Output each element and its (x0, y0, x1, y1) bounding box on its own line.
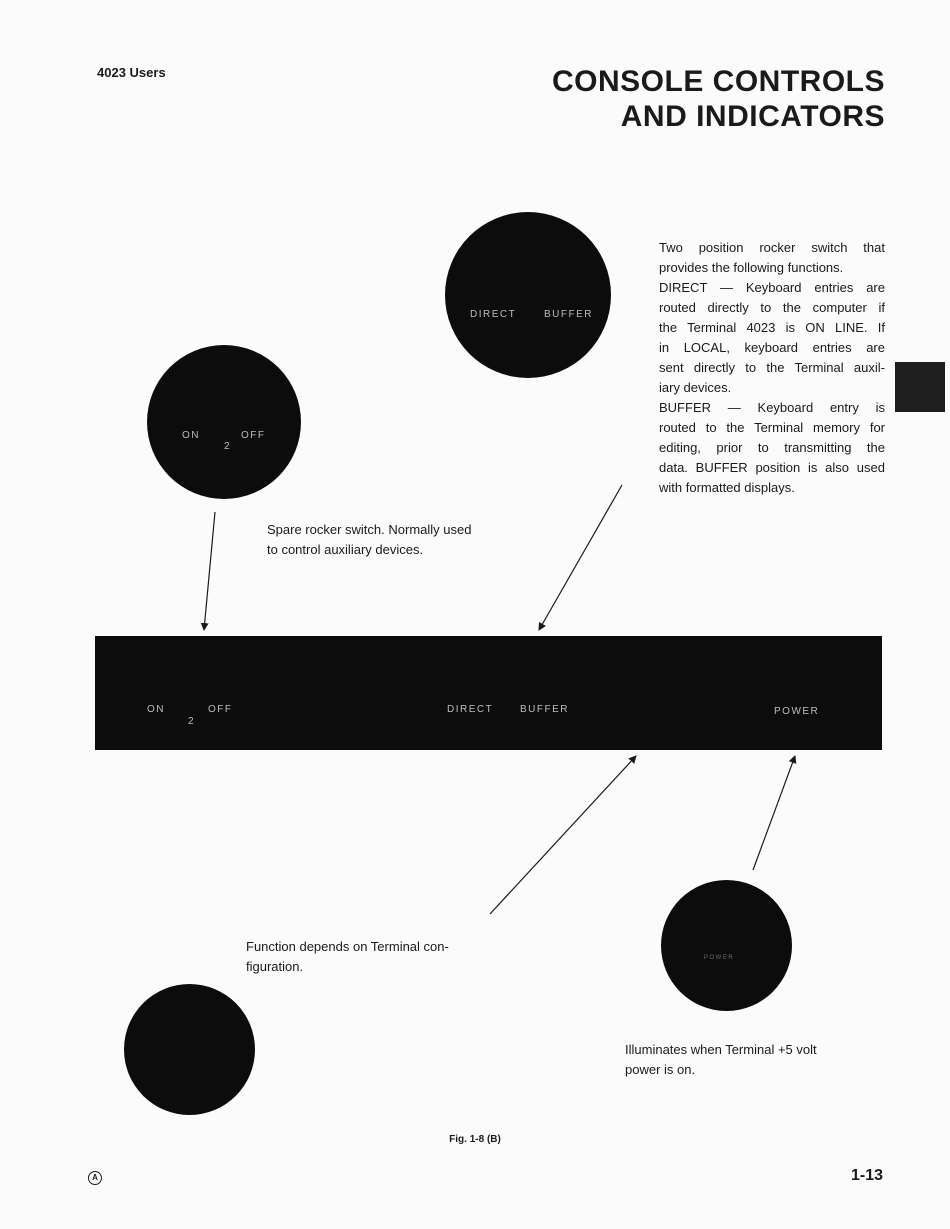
page-number: 1-13 (850, 1167, 883, 1184)
off-label: OFF (241, 430, 266, 441)
manual-name: 4023 Users (97, 65, 166, 80)
description-line: the Terminal 4023 is ON LINE. If (659, 320, 885, 335)
panel-on-label: ON (147, 704, 165, 715)
description-line: Illuminates when Terminal +5 volt (625, 1042, 817, 1057)
page-title-line-2: AND INDICATORS (620, 100, 885, 133)
revision-mark: A (88, 1171, 102, 1185)
description-line: iary devices. (659, 380, 732, 395)
page-title-line-1: CONSOLE CONTROLS (551, 65, 885, 98)
description-line: routed directly to the computer if (659, 300, 885, 315)
description-line: power is on. (625, 1062, 696, 1077)
power-indicator-closeup (661, 880, 792, 1011)
panel-switch-number-label: 2 (188, 716, 196, 727)
description-line: DIRECT — Keyboard entries are (659, 280, 885, 295)
panel-off-label: OFF (208, 704, 233, 715)
description-line: data. BUFFER position is also used (659, 460, 885, 475)
blank-control-description (246, 937, 506, 977)
blank-control-leader-line (490, 756, 636, 914)
power-indicator-label: POWER (704, 955, 735, 961)
panel-power-label: POWER (774, 706, 820, 717)
description-line: Spare rocker switch. Normally used (267, 522, 472, 537)
direct-label: DIRECT (470, 309, 517, 320)
figure-caption: Fig. 1-8 (B) (449, 1134, 501, 1145)
switch-number-label: 2 (224, 441, 232, 452)
description-line: sent directly to the Terminal auxil- (659, 360, 885, 375)
buffer-label: BUFFER (544, 309, 593, 320)
description-line: provides the following functions. (659, 260, 844, 275)
description-line: editing, prior to transmitting the (659, 440, 885, 455)
description-line: to control auxiliary devices. (267, 542, 424, 557)
panel-buffer-label: BUFFER (520, 704, 569, 715)
description-line: Two position rocker switch that (659, 240, 885, 255)
description-line: routed to the Terminal memory for (659, 420, 885, 435)
direct-buffer-leader-line (539, 485, 622, 630)
on-label: ON (182, 430, 200, 441)
description-line: figuration. (246, 959, 304, 974)
power-indicator-description (625, 1040, 885, 1080)
power-indicator-leader-line (753, 756, 795, 870)
description-line: in LOCAL, keyboard entries are (659, 340, 885, 355)
blank-control-closeup (124, 984, 255, 1115)
description-line: BUFFER — Keyboard entry is (659, 400, 885, 415)
panel-direct-label: DIRECT (447, 704, 494, 715)
description-line: Function depends on Terminal con- (246, 939, 449, 954)
description-line: with formatted displays. (659, 480, 795, 495)
spare-switch-leader-line (204, 512, 215, 630)
